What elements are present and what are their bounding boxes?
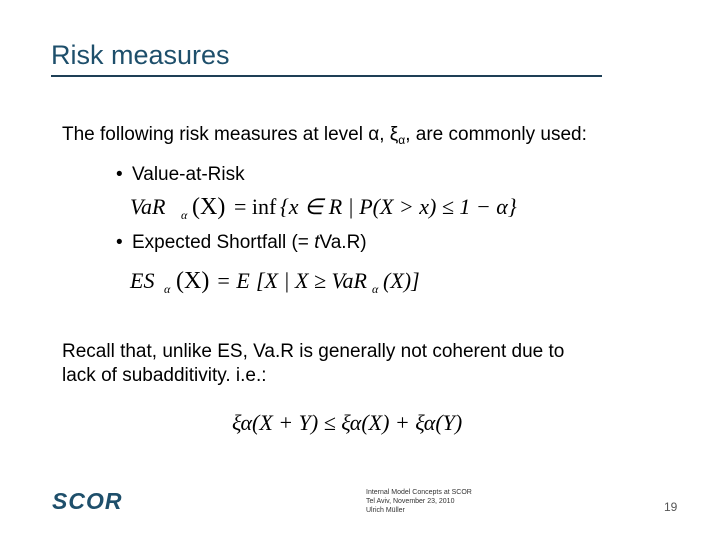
footer-note-line-1: Internal Model Concepts at SCOR <box>366 489 472 496</box>
footer-note-line-2: Tel Aviv, November 23, 2010 <box>366 498 455 505</box>
formula-var-arg: (X) <box>192 194 226 220</box>
formula-es-eq: = E <box>216 268 250 293</box>
intro-text-pre: The following risk measures at level α, ξ <box>62 124 399 145</box>
formula-es-arg: (X) <box>176 268 210 294</box>
formula-var-sub: α <box>181 208 188 222</box>
bullet-es-label-pre: Expected Shortfall (= <box>132 232 315 253</box>
title-divider <box>51 75 602 77</box>
recall-text <box>62 340 564 388</box>
formula-es-body: [X | X ≥ VaR <box>256 268 367 293</box>
bullet-dot: • <box>116 164 123 185</box>
formula-var <box>128 186 528 226</box>
page-number: 19 <box>664 500 678 514</box>
formula-es-body-end: (X)] <box>383 268 420 293</box>
formula-subadditivity-text: ξα(X + Y) ≤ ξα(X) + ξα(Y) <box>232 410 463 435</box>
formula-var-lhs: VaR <box>130 194 166 219</box>
recall-line-2: lack of subadditivity. i.e.: <box>62 365 267 386</box>
bullet-dot: • <box>116 232 123 253</box>
formula-es-sub: α <box>164 282 171 296</box>
bullet-es-label-em: t <box>314 232 320 253</box>
intro-subscript: α <box>398 133 406 147</box>
recall-line-1: Recall that, unlike ES, Va.R is generally not coherent due to <box>62 341 565 362</box>
scor-logo <box>52 488 144 514</box>
formula-var-eq: = inf <box>234 194 277 219</box>
scor-logo-text: SCOR <box>52 488 123 514</box>
footer-note <box>366 488 472 515</box>
formula-subadditivity <box>228 402 508 442</box>
bullet-var-label: Value-at-Risk <box>132 164 245 185</box>
bullet-es <box>116 232 367 254</box>
footer-note-line-3: Ulrich Müller <box>366 507 405 514</box>
slide-title: Risk measures <box>51 40 230 70</box>
intro-text <box>62 124 587 147</box>
formula-es-body-sub: α <box>372 282 379 296</box>
formula-es <box>128 260 458 300</box>
bullet-es-label-post: Va.R) <box>319 232 367 253</box>
intro-text-post: , are commonly used: <box>405 124 587 145</box>
formula-var-set: {x ∈ R | P(X > x) ≤ 1 − α} <box>280 194 517 219</box>
bullet-var <box>116 164 245 186</box>
formula-es-lhs: ES <box>130 268 155 293</box>
